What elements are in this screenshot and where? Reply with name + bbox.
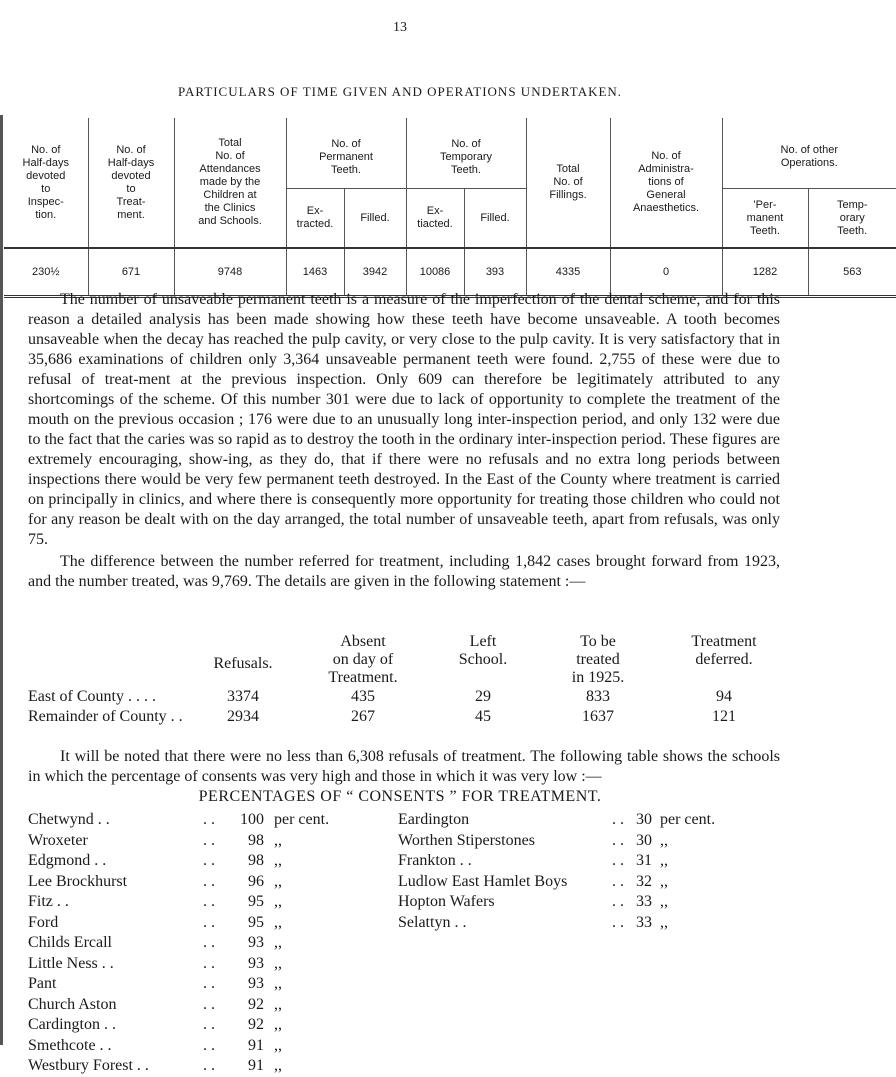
school-percentage-item (28, 954, 358, 975)
header-other-operations: No. of other Operations. (722, 118, 896, 189)
leader-dots: . . (203, 975, 215, 992)
header-permanent-teeth: No. of Permanent Teeth. (286, 118, 406, 189)
school-percentage-item (398, 810, 798, 831)
leader-dots: . . (203, 1036, 215, 1054)
statement-header-absent: Absent on day of Treatment. (328, 633, 398, 686)
school-percentage-item (28, 851, 358, 872)
percentage-unit: ,, (274, 831, 282, 849)
school-name: Lee Brockhurst (28, 872, 128, 890)
statement-header-to-be-treated: To be treated in 1925. (571, 633, 625, 686)
statement-cell: 3374 (227, 688, 259, 705)
statement-header-deferred: Treatment deferred. (691, 633, 757, 668)
percentage-unit: ,, (274, 954, 282, 972)
header-temp-filled: Filled. (464, 189, 526, 249)
percentage-unit: ,, (660, 852, 668, 869)
statement-cell: 833 (586, 688, 610, 705)
percentage-value: 30 (636, 811, 652, 828)
percentage-value: 95 (248, 893, 264, 910)
statement-cell: 29 (475, 688, 491, 705)
percentage-value: 98 (248, 852, 264, 869)
paragraph-unsaveable-teeth: The number of unsaveable permanent teeth is a measure of the imperfection of the dental scheme, and for this reason a detailed analysis has been made showing how these teeth have become unsaveable. A tooth becomes unsaveable when the decay has reached the pulp cavity, or very close to the pulp cavity. It is very satisfactory that in 35,686 examinations of children only 3,364 unsaveable permanent teeth were found. 2,755 of these were due to refusal of treat-ment at the previous inspection. Only 609 can therefore be legitimately attributed to any shortcomings of the scheme. Of this number 301 were due to lack of opportunity to complete the treatment of the mouth on the previous occasion ; 176 were due to an unusually long inter-inspection period, and only 132 were due to the fact that the caries was so rapid as to destroy the tooth in the ordinary inter-inspection period. These figures are extremely encouraging, show-ing, as they do, that if there were no refusals and no extra long periods between inspections there would be very few permanent teeth destroyed. In the East of the County where treatment is carried on principally in clinics, and where there is consequently more opportunity for treating those children who could not for any reason be dealt with on the day arranged, the total number of unsaveable teeth, apart from refusals, was only 75. (28, 291, 780, 548)
school-name: Cardington . . (28, 1016, 116, 1033)
school-name: Ludlow East Hamlet Boys (398, 872, 568, 890)
percentage-unit: ,, (274, 852, 282, 869)
leader-dots: . . (203, 1016, 215, 1033)
header-perm-extracted: Ex- tracted. (286, 189, 344, 249)
leader-dots: . . (612, 852, 624, 869)
school-name: Wroxeter (28, 831, 88, 849)
statement-row-remainder (28, 708, 788, 726)
header-ops-temporary: Temp- orary Teeth. (808, 189, 896, 249)
statement-cell: 2934 (227, 708, 259, 725)
table-cell: 3942 (344, 248, 406, 297)
page-heading: PARTICULARS OF TIME GIVEN AND OPERATIONS UNDERTAKEN. (177, 84, 623, 99)
header-temp-extracted: Ex- tiacted. (406, 189, 464, 249)
school-percentage-item (398, 892, 798, 913)
paragraph-refusals: It will be noted that there were no less than 6,308 refusals of treatment. The following table shows the schools in which the percentage of consents was very high and those in which it was very low :— (28, 748, 780, 785)
percentage-unit: ,, (274, 913, 282, 931)
leader-dots: . . (203, 811, 215, 828)
percentage-unit: per cent. (274, 811, 330, 828)
school-name: Fitz . . (28, 893, 69, 910)
leader-dots: . . (612, 893, 624, 910)
leader-dots: . . (203, 852, 215, 869)
percentage-value: 93 (248, 975, 264, 992)
table-cell: 1282 (722, 248, 808, 297)
percentage-unit: ,, (274, 1057, 282, 1074)
school-name: Childs Ercall (28, 934, 112, 951)
school-percentage-item (28, 913, 358, 934)
leader-dots: . . (203, 872, 215, 890)
header-temporary-teeth: No. of Temporary Teeth. (406, 118, 526, 189)
paragraph-difference: The difference between the number referred for treatment, including 1,842 cases brought forward from 1923, and the number treated, was 9,769. The details are given in the following statement :— (28, 553, 780, 590)
percentage-value: 93 (248, 934, 264, 951)
school-name: Church Aston (28, 995, 117, 1013)
percentage-unit: ,, (660, 893, 668, 910)
leader-dots: . . (203, 831, 215, 849)
table-cell: 563 (808, 248, 896, 297)
school-name: Edgmond . . (28, 852, 107, 869)
percentage-unit: ,, (274, 975, 282, 992)
percentage-value: 93 (248, 954, 264, 972)
school-percentage-item (28, 872, 358, 893)
percentage-unit: ,, (274, 934, 282, 951)
percentage-unit: per cent. (660, 811, 716, 828)
school-name: Smethcote . . (28, 1036, 112, 1054)
school-percentage-item (28, 1036, 358, 1057)
school-name: Chetwynd . . (28, 811, 110, 828)
school-percentage-item (28, 892, 358, 913)
statement-cell: 435 (351, 688, 375, 705)
statement-cell: 1637 (582, 708, 614, 725)
header-total-attendances: Total No. of Attendances made by the Children at the Clinics and Schools. (174, 118, 286, 248)
school-percentage-item (398, 913, 798, 934)
page-edge-line (0, 115, 3, 1045)
school-name: Ford (28, 913, 59, 931)
leader-dots: . . (612, 811, 624, 828)
school-percentage-item (28, 810, 358, 831)
statement-row-label: Remainder of County . . (28, 708, 183, 725)
percentage-unit: ,, (660, 872, 668, 890)
percentage-unit: ,, (274, 1036, 282, 1054)
percentage-value: 98 (248, 831, 264, 849)
header-total-fillings: Total No. of Fillings. (526, 118, 610, 248)
percentage-unit: ,, (660, 831, 668, 849)
statement-cell: 45 (475, 708, 491, 725)
page-number: 13 (393, 20, 407, 35)
percentage-value: 92 (248, 995, 264, 1013)
school-name: Little Ness . . (28, 954, 114, 972)
high-consent-list (28, 810, 358, 1077)
statement-cell: 94 (716, 688, 732, 705)
percentage-unit: ,, (274, 1016, 282, 1033)
percentage-unit: ,, (660, 913, 668, 931)
school-name: Westbury Forest . . (28, 1057, 149, 1074)
leader-dots: . . (203, 954, 215, 972)
school-percentage-item (398, 872, 798, 893)
school-name: Eardington (398, 811, 470, 828)
leader-dots: . . (203, 995, 215, 1013)
school-percentage-item (398, 851, 798, 872)
particulars-table (4, 118, 896, 298)
leader-dots: . . (203, 893, 215, 910)
leader-dots: . . (612, 913, 624, 931)
school-name: Selattyn . . (398, 913, 467, 931)
percentage-unit: ,, (274, 893, 282, 910)
percentage-value: 33 (636, 893, 652, 910)
percentage-value: 92 (248, 1016, 264, 1033)
leader-dots: . . (203, 1057, 215, 1074)
table-cell: 4335 (526, 248, 610, 297)
school-percentage-item (28, 1056, 358, 1077)
statement-header-refusals: Refusals. (213, 655, 273, 672)
table-cell: 230½ (4, 248, 88, 297)
table-cell: 0 (610, 248, 722, 297)
percentage-value: 95 (248, 913, 264, 931)
table-cell: 1463 (286, 248, 344, 297)
percentage-value: 31 (636, 852, 652, 869)
school-percentage-item (28, 995, 358, 1016)
percentage-value: 91 (248, 1057, 264, 1074)
leader-dots: . . (612, 872, 624, 890)
school-name: Worthen Stiperstones (398, 831, 535, 849)
leader-dots: . . (203, 913, 215, 931)
header-perm-filled: Filled. (344, 189, 406, 249)
statement-header-left-school: Left School. (458, 633, 508, 668)
header-half-days-treatment: No. of Half-days devoted to Treat- ment. (88, 118, 174, 248)
table-cell: 671 (88, 248, 174, 297)
percentage-unit: ,, (274, 995, 282, 1013)
school-percentage-item (28, 831, 358, 852)
school-percentage-item (398, 831, 798, 852)
header-half-days-inspection: No. of Half-days devoted to Inspec- tion. (22, 143, 69, 221)
statement-row-east (28, 688, 788, 706)
school-name: Pant (28, 975, 57, 992)
table-cell: 9748 (174, 248, 286, 297)
percentage-value: 32 (636, 872, 652, 890)
low-consent-list (398, 810, 798, 933)
percentage-value: 30 (636, 831, 652, 849)
statement-row-label: East of County . . . . (28, 688, 156, 705)
percentage-unit: ,, (274, 872, 282, 890)
header-ops-permanent: 'Per- manent Teeth. (722, 189, 808, 249)
header-anaesthetics: No. of Administra- tions of General Anaesthetics. (610, 118, 722, 248)
percentage-value: 91 (248, 1036, 264, 1054)
statement-cell: 121 (712, 708, 736, 725)
school-percentage-item (28, 1015, 358, 1036)
school-percentage-item (28, 933, 358, 954)
leader-dots: . . (612, 831, 624, 849)
school-percentage-item (28, 974, 358, 995)
percentage-value: 33 (636, 913, 652, 931)
table-cell: 393 (464, 248, 526, 297)
statement-cell: 267 (351, 708, 375, 725)
percentage-value: 100 (240, 811, 264, 828)
percentage-value: 96 (248, 872, 264, 890)
percentages-heading: PERCENTAGES OF “ CONSENTS ” FOR TREATMENT. (198, 788, 602, 805)
school-name: Frankton . . (398, 852, 472, 869)
school-name: Hopton Wafers (398, 893, 495, 910)
leader-dots: . . (203, 934, 215, 951)
table-cell: 10086 (406, 248, 464, 297)
